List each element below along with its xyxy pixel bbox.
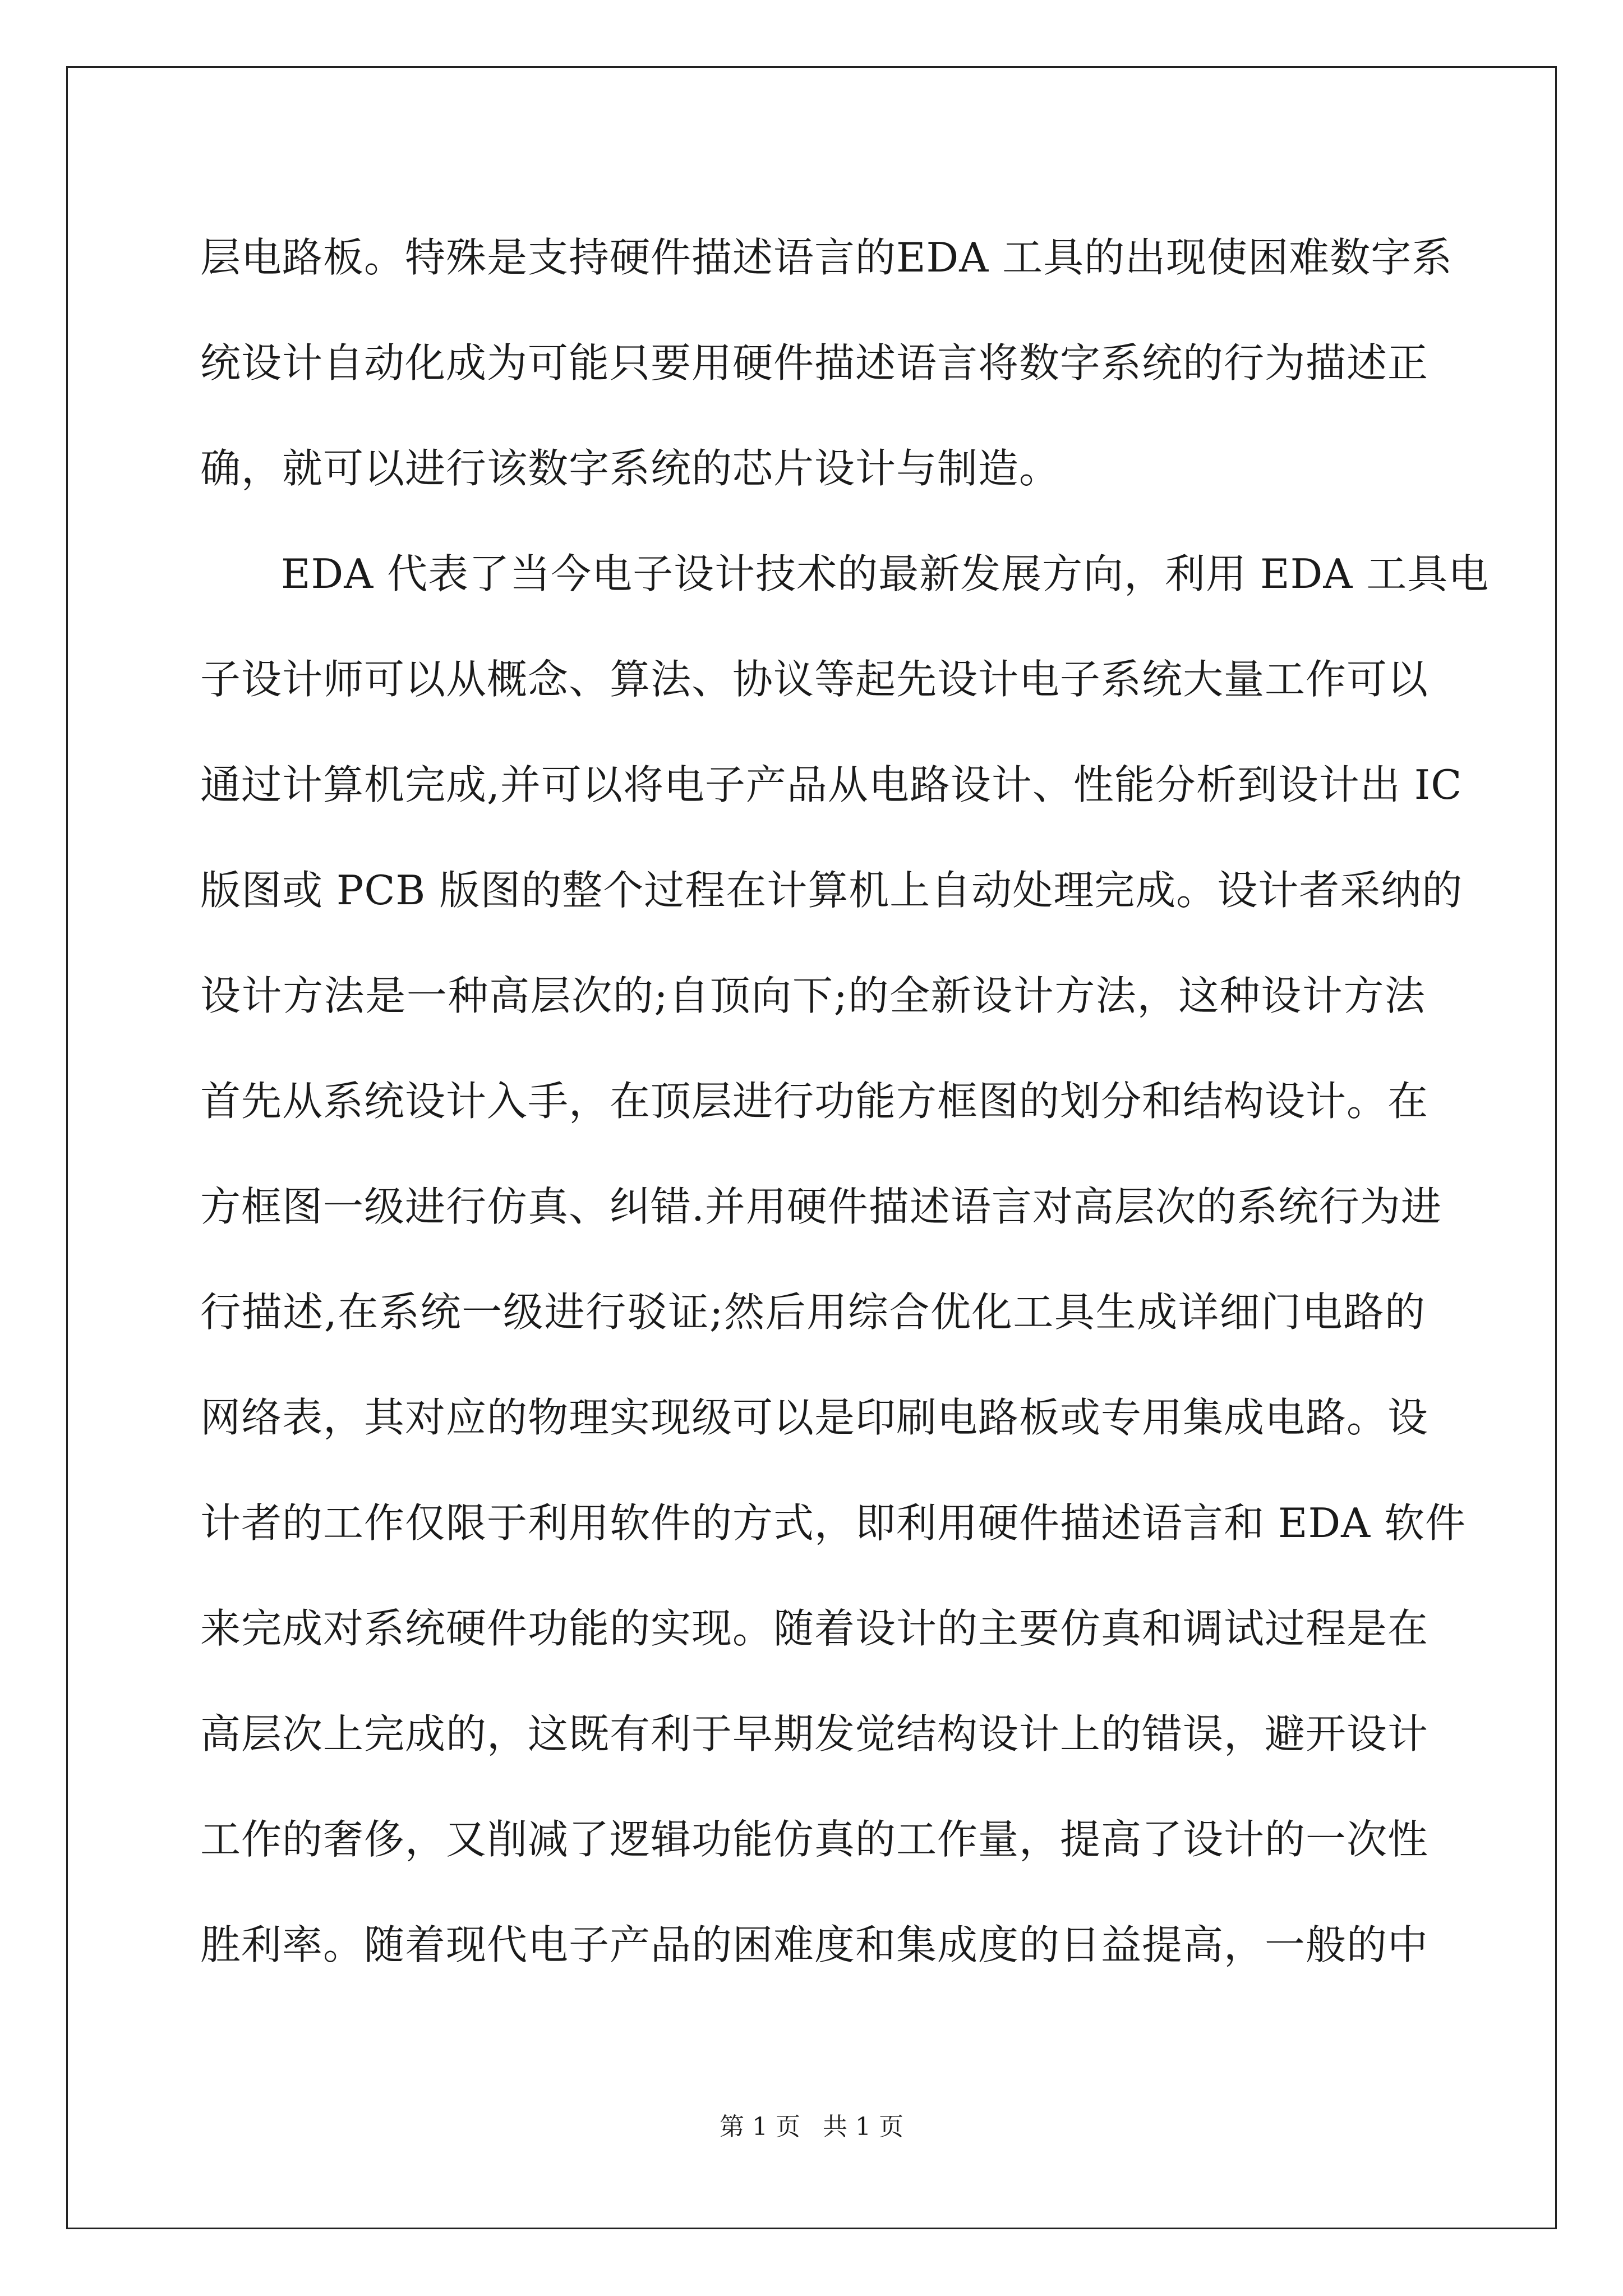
page-number-current: 第 1 页 <box>720 2113 800 2141</box>
text-line: 版图或 PCB 版图的整个过程在计算机上自动处理完成。设计者采纳的 <box>200 867 1463 914</box>
text-line: 胜利率。随着现代电子产品的困难度和集成度的日益提高，一般的中 <box>200 1921 1429 1968</box>
text-line: 网络表，其对应的物理实现级可以是印刷电路板或专用集成电路。设 <box>200 1394 1429 1441</box>
text-line: 确，就可以进行该数字系统的芯片设计与制造。 <box>200 445 1061 492</box>
document-body <box>200 205 1490 1998</box>
page-footer <box>0 2106 1623 2142</box>
text-line: 计者的工作仅限于利用软件的方式，即利用硬件描述语言和 EDA 软件 <box>200 1499 1467 1547</box>
text-line: 来完成对系统硬件功能的实现。随着设计的主要仿真和调试过程是在 <box>200 1605 1429 1652</box>
text-line: 通过计算机完成,并可以将电子产品从电路设计、性能分析到设计出 IC <box>200 761 1463 808</box>
text-line: 首先从系统设计入手，在顶层进行功能方框图的划分和结构设计。在 <box>200 1078 1429 1125</box>
page-number-total: 共 1 页 <box>823 2113 903 2141</box>
text-line: 层电路板。特殊是支持硬件描述语言的EDA 工具的出现使困难数字系 <box>200 234 1453 281</box>
text-line: 工作的奢侈，又削减了逻辑功能仿真的工作量，提高了设计的一次性 <box>200 1816 1429 1863</box>
text-line: 方框图一级进行仿真、纠错.并用硬件描述语言对高层次的系统行为进 <box>200 1183 1442 1230</box>
text-line: 子设计师可以从概念、算法、协议等起先设计电子系统大量工作可以 <box>200 656 1429 703</box>
text-line: 统设计自动化成为可能只要用硬件描述语言将数字系统的行为描述正 <box>200 339 1429 386</box>
text-line: EDA 代表了当今电子设计技术的最新发展方向，利用 EDA 工具电 <box>281 550 1490 597</box>
text-line: 高层次上完成的，这既有利于早期发觉结构设计上的错误，避开设计 <box>200 1710 1429 1757</box>
text-line: 设计方法是一种高层次的;自顶向下;的全新设计方法，这种设计方法 <box>200 972 1426 1019</box>
text-line: 行描述,在系统一级进行驳证;然后用综合优化工具生成详细门电路的 <box>200 1289 1426 1336</box>
